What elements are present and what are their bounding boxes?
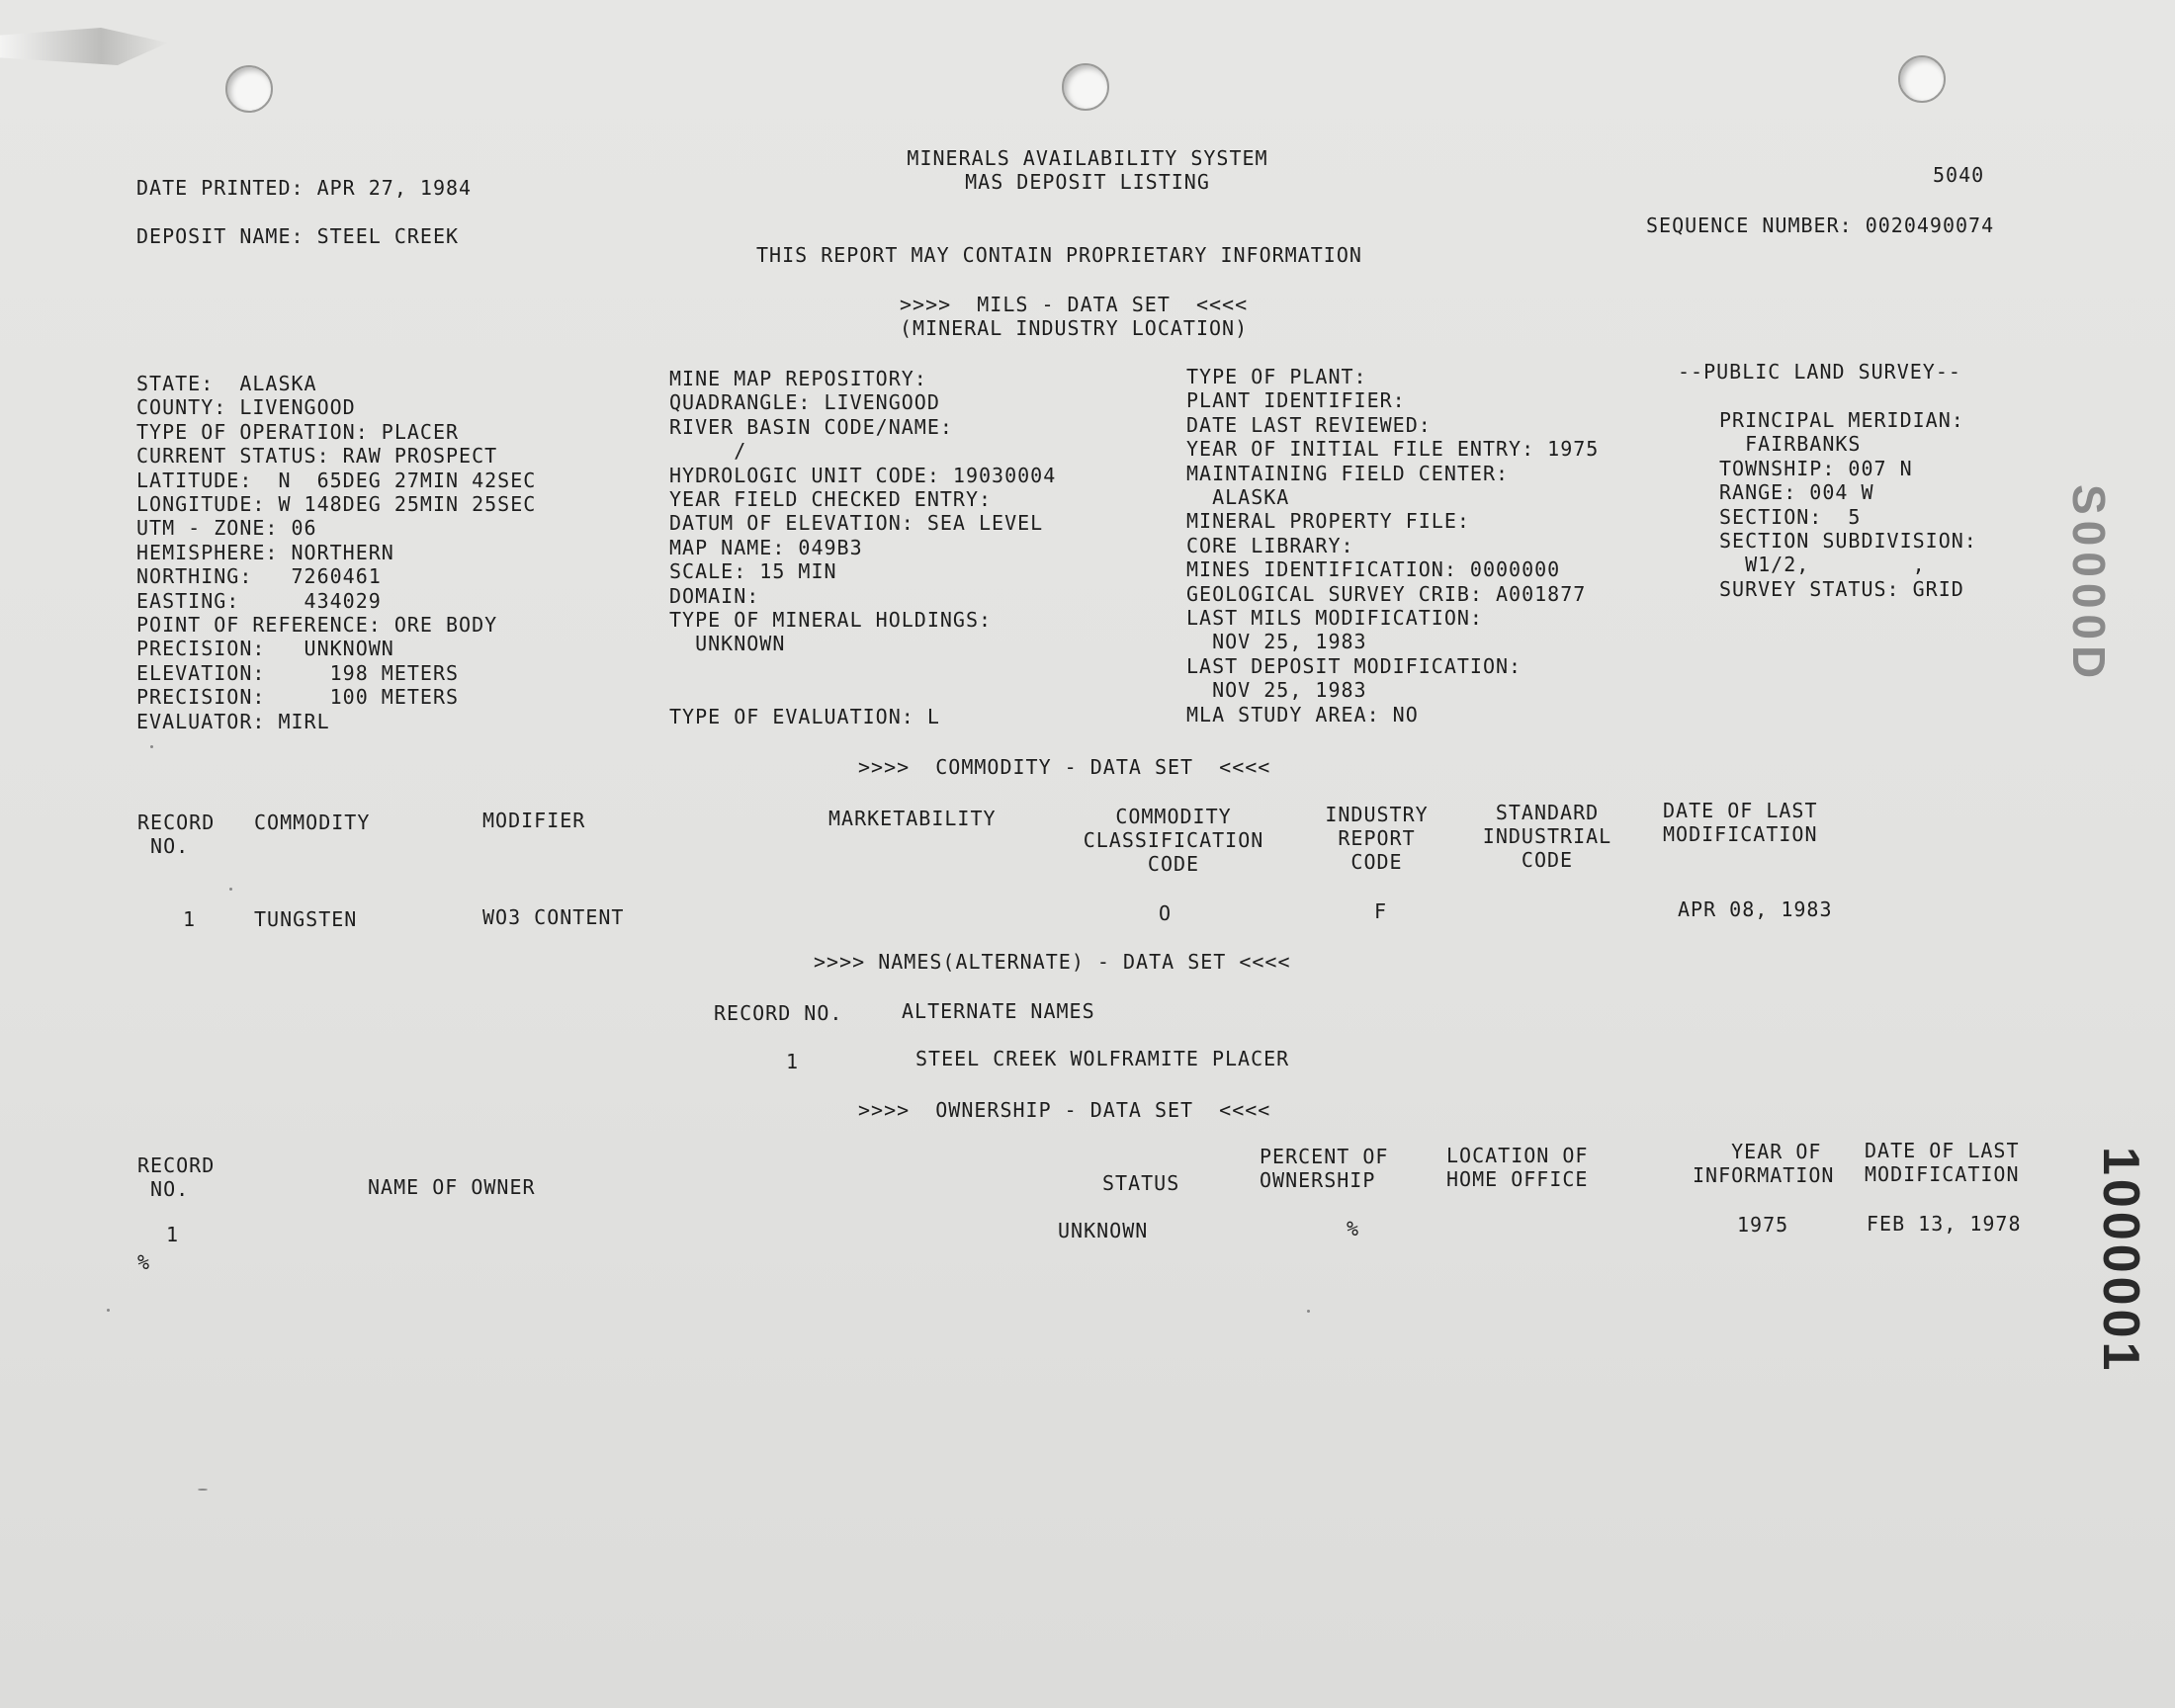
mils-subtitle: (MINERAL INDUSTRY LOCATION) (900, 316, 1249, 340)
system-title: MINERALS AVAILABILITY SYSTEM (907, 146, 1268, 170)
col3-line: DATE LAST REVIEWED: (1186, 412, 1432, 437)
date-printed: DATE PRINTED: APR 27, 1984 (136, 176, 473, 200)
owner-year: 1975 (1737, 1213, 1789, 1237)
col1-line: POINT OF REFERENCE: ORE BODY (136, 613, 498, 637)
speck (1307, 1310, 1310, 1313)
col4-line: SECTION SUBDIVISION: (1719, 529, 1977, 553)
owner-header-location: LOCATION OF HOME OFFICE (1446, 1144, 1589, 1191)
col3-line: MINERAL PROPERTY FILE: (1186, 509, 1470, 534)
code-number: 5040 (1933, 163, 1985, 187)
header-marketability: MARKETABILITY (828, 807, 997, 830)
col4-line: TOWNSHIP: 007 N (1719, 456, 1913, 480)
torn-corner (0, 28, 168, 65)
col1-line: ELEVATION: 198 METERS (136, 660, 460, 685)
col1-line: LATITUDE: N 65DEG 27MIN 42SEC (136, 468, 537, 492)
col1-line: PRECISION: 100 METERS (136, 685, 460, 710)
col2-line: HYDROLOGIC UNIT CODE: 19030004 (669, 463, 1057, 487)
names-header-record: RECORD NO. (714, 1001, 843, 1025)
punch-hole-center (1062, 63, 1109, 111)
col1-line: TYPE OF OPERATION: PLACER (136, 419, 460, 444)
speck (229, 888, 232, 891)
header-modifier: MODIFIER (482, 809, 586, 832)
owner-header-name: NAME OF OWNER (368, 1175, 536, 1199)
public-land-survey-title: --PUBLIC LAND SURVEY-- (1678, 360, 1961, 384)
owner-record-no: 1 (153, 1223, 180, 1246)
commodity-title: >>>> COMMODITY - DATA SET <<<< (858, 755, 1271, 779)
col3-line: CORE LIBRARY: (1186, 533, 1354, 557)
footer-percent-mark: % (137, 1250, 151, 1274)
header-classification-code: COMMODITY CLASSIFICATION CODE (1083, 805, 1264, 876)
header-record-no: RECORD NO. (137, 811, 216, 858)
owner-header-status: STATUS (1102, 1171, 1180, 1195)
proprietary-notice: THIS REPORT MAY CONTAIN PROPRIETARY INFORMATION (756, 243, 1362, 267)
col3-line: MAINTAINING FIELD CENTER: (1186, 461, 1510, 485)
col4-line: FAIRBANKS (1719, 432, 1862, 457)
col4-line: PRINCIPAL MERIDIAN: (1719, 408, 1964, 432)
ownership-title: >>>> OWNERSHIP - DATA SET <<<< (858, 1098, 1271, 1122)
commodity-industry-code: F (1374, 899, 1388, 923)
col3-line: MLA STUDY AREA: NO (1186, 702, 1419, 726)
names-header-alternate: ALTERNATE NAMES (902, 999, 1095, 1023)
col3-line: LAST DEPOSIT MODIFICATION: (1186, 653, 1522, 678)
owner-header-date: DATE OF LAST MODIFICATION (1865, 1139, 2020, 1186)
col3-line: ALASKA (1186, 485, 1290, 509)
commodity-modifier: WO3 CONTENT (482, 905, 625, 929)
col3-line: YEAR OF INITIAL FILE ENTRY: 1975 (1186, 437, 1600, 462)
mils-title: >>>> MILS - DATA SET <<<< (900, 293, 1249, 316)
col4-line: W1/2, , (1719, 553, 1926, 577)
owner-header-record-no: RECORD NO. (137, 1153, 216, 1201)
listing-title: MAS DEPOSIT LISTING (965, 170, 1210, 194)
col1-line: EVALUATOR: MIRL (136, 709, 330, 733)
col2-line: DOMAIN: (669, 583, 760, 608)
col3-line: PLANT IDENTIFIER: (1186, 388, 1406, 413)
col1-line: NORTHING: 7260461 (136, 564, 382, 589)
names-title: >>>> NAMES(ALTERNATE) - DATA SET <<<< (814, 950, 1291, 974)
owner-header-percent: PERCENT OF OWNERSHIP (1260, 1145, 1389, 1192)
col3-line: GEOLOGICAL SURVEY CRIB: A001877 (1186, 581, 1587, 606)
col4-line: SECTION: 5 (1719, 504, 1862, 529)
header-industry-report-code: INDUSTRY REPORT CODE (1325, 803, 1429, 874)
owner-header-year: YEAR OF INFORMATION (1693, 1140, 1835, 1187)
sequence-number: SEQUENCE NUMBER: 0020490074 (1646, 214, 1995, 237)
col2-line: YEAR FIELD CHECKED ENTRY: (669, 487, 993, 511)
commodity-record-no: 1 (183, 907, 197, 931)
commodity-name: TUNGSTEN (254, 907, 358, 931)
col4-line: RANGE: 004 W (1719, 480, 1874, 505)
speck (107, 1309, 110, 1312)
col3-line: TYPE OF PLANT: (1186, 365, 1367, 388)
col3-line: NOV 25, 1983 (1186, 678, 1367, 703)
commodity-classification-code: O (1159, 901, 1173, 925)
col1-line: COUNTY: LIVENGOOD (136, 395, 356, 420)
col1-line: UTM - ZONE: 06 (136, 516, 317, 541)
commodity-date: APR 08, 1983 (1678, 897, 1833, 921)
alternate-name: STEEL CREEK WOLFRAMITE PLACER (915, 1047, 1290, 1070)
col2-line: RIVER BASIN CODE/NAME: (669, 414, 953, 439)
col2-line: MAP NAME: 049B3 (669, 535, 863, 559)
col4-line: SURVEY STATUS: GRID (1719, 576, 1964, 601)
col2-line: DATUM OF ELEVATION: SEA LEVEL (669, 511, 1044, 536)
speck (198, 1489, 208, 1491)
owner-percent: % (1347, 1217, 1360, 1240)
col3-line: NOV 25, 1983 (1186, 630, 1367, 654)
col1-line: LONGITUDE: W 148DEG 25MIN 25SEC (136, 492, 537, 516)
names-record-no: 1 (786, 1050, 800, 1073)
margin-stamp-upper: S0000D (2063, 484, 2115, 685)
col1-line: STATE: ALASKA (136, 372, 317, 395)
col2-line: TYPE OF EVALUATION: L (669, 704, 940, 728)
owner-date: FEB 13, 1978 (1867, 1212, 2022, 1236)
col1-line: EASTING: 434029 (136, 588, 382, 613)
punch-hole-right (1898, 55, 1946, 103)
col3-line: MINES IDENTIFICATION: 0000000 (1186, 557, 1561, 582)
col2-line: TYPE OF MINERAL HOLDINGS: (669, 608, 993, 632)
margin-stamp-lower: 1000001 (2092, 1147, 2149, 1375)
header-sic-code: STANDARD INDUSTRIAL CODE (1482, 801, 1612, 872)
col1-line: CURRENT STATUS: RAW PROSPECT (136, 444, 498, 469)
header-commodity: COMMODITY (254, 811, 371, 834)
speck (150, 745, 153, 748)
col2-line: QUADRANGLE: LIVENGOOD (669, 390, 940, 415)
col1-line: HEMISPHERE: NORTHERN (136, 540, 394, 564)
deposit-name: DEPOSIT NAME: STEEL CREEK (136, 224, 460, 248)
col2-line: UNKNOWN (669, 632, 786, 656)
punch-hole-left (225, 65, 273, 113)
col2-line: SCALE: 15 MIN (669, 559, 837, 584)
col2-line: MINE MAP REPOSITORY: (669, 367, 927, 390)
header-date-last-modification: DATE OF LAST MODIFICATION (1663, 799, 1818, 846)
col1-line: PRECISION: UNKNOWN (136, 637, 394, 661)
owner-status: UNKNOWN (1058, 1219, 1149, 1242)
col3-line: LAST MILS MODIFICATION: (1186, 606, 1483, 630)
col2-line: / (669, 439, 747, 464)
